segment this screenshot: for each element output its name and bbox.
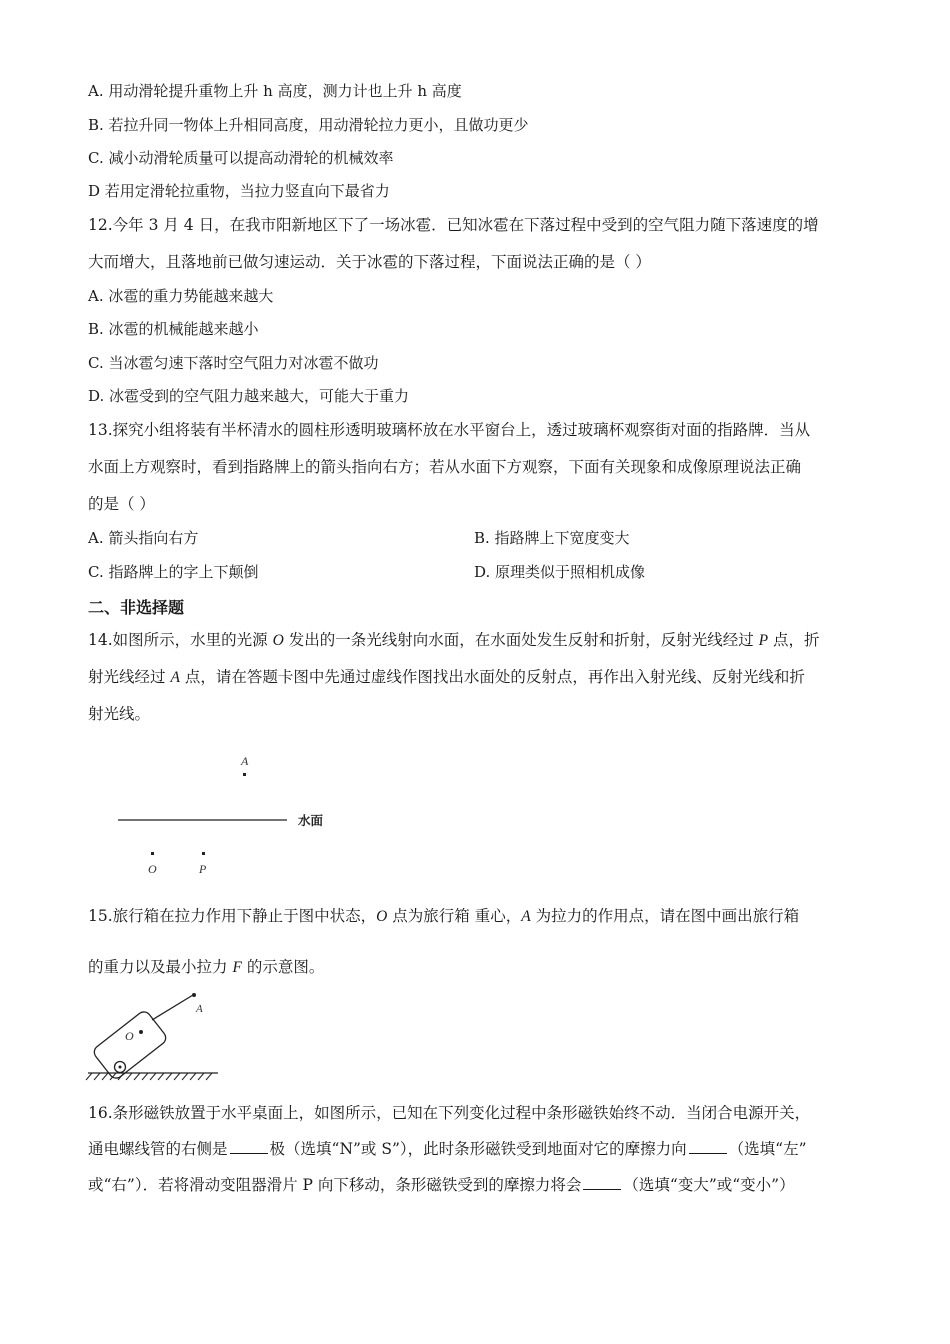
q15-text: 为拉力的作用点，请在图中画出旅行箱	[530, 907, 800, 925]
q16-text: 通电螺线管的右侧是	[88, 1140, 228, 1158]
q16-blank-3[interactable]	[583, 1175, 621, 1190]
q16-blank-2[interactable]	[689, 1139, 727, 1154]
q15-text: 点为旅行箱 重心，	[387, 907, 522, 925]
fig15-point-o	[139, 1030, 143, 1034]
fig15-point-a	[192, 993, 196, 997]
q11-option-a: A. 用动滑轮提升重物上升 h 高度，测力计也上升 h 高度	[88, 82, 462, 100]
fig15-handle	[152, 995, 193, 1020]
q16-text: （选填“变大”或“变小”）	[623, 1176, 795, 1194]
q15-var-a: A	[521, 908, 531, 925]
q13-stem-line3: 的是（ ）	[88, 495, 155, 513]
fig15-label-a: A	[196, 1003, 203, 1015]
q16-stem-line1: 16.条形磁铁放置于水平桌面上，如图所示，已知在下列变化过程中条形磁铁始终不动．当闭合电源开关，	[88, 1104, 811, 1122]
q11-option-b: B. 若拉升同一物体上升相同高度，用动滑轮拉力更小，且做功更少	[88, 116, 529, 134]
q13-option-b: B. 指路牌上下宽度变大	[474, 529, 630, 547]
fig15-suitcase	[92, 1009, 169, 1081]
q12-option-c: C. 当冰雹匀速下落时空气阻力对冰雹不做功	[88, 354, 379, 372]
fig15-label-o: O	[125, 1029, 134, 1043]
fig14-label-o: O	[148, 862, 157, 876]
q16-text: （选填“左”	[728, 1140, 807, 1158]
q14-text: 14.如图所示，水里的光源	[88, 631, 273, 649]
q16-stem-line2	[88, 1139, 807, 1159]
section-heading: 二、非选择题	[88, 598, 185, 617]
q12-option-b: B. 冰雹的机械能越来越小	[88, 320, 259, 338]
q12-stem-line2: 大而增大，且落地前已做匀速运动．关于冰雹的下落过程，下面说法正确的是（ ）	[88, 253, 651, 271]
fig15-wheel-axle	[119, 1066, 122, 1069]
q14-var-a: A	[170, 669, 180, 686]
q11-option-c: C. 减小动滑轮质量可以提高动滑轮的机械效率	[88, 149, 394, 167]
q13-stem-line1: 13.探究小组将装有半杯清水的圆柱形透明玻璃杯放在水平窗台上，透过玻璃杯观察街对面的指路牌．当从	[88, 421, 811, 439]
q12-option-d: D. 冰雹受到的空气阻力越来越大，可能大于重力	[88, 387, 410, 405]
q12-stem-line1: 12.今年 3 月 4 日，在我市阳新地区下了一场冰雹．已知冰雹在下落过程中受到的空气阻力随下落速度的增	[88, 216, 819, 234]
q13-option-a: A. 箭头指向右方	[88, 529, 199, 547]
q13-stem-line2: 水面上方观察时，看到指路牌上的箭头指向右方；若从水面下方观察，下面有关现象和成像原理说法正确	[88, 458, 802, 476]
q16-text: 极（选填“N”或 S”），此时条形磁铁受到地面对它的摩擦力向	[269, 1140, 687, 1158]
q14-text: 点，请在答题卡图中先通过虚线作图找出水面处的反射点，再作出入射光线、反射光线和折	[179, 668, 805, 686]
q14-stem-line3: 射光线。	[88, 705, 151, 723]
q14-text: 发出的一条光线射向水面，在水面处发生反射和折射，反射光线经过	[283, 631, 759, 649]
q14-var-o: O	[272, 632, 284, 649]
q15-var-o: O	[376, 908, 388, 925]
q15-text: 15.旅行箱在拉力作用下静止于图中状态，	[88, 907, 377, 925]
q14-var-p: P	[758, 632, 769, 649]
q12-option-a: A. 冰雹的重力势能越来越大	[88, 287, 274, 305]
q13-option-d: D. 原理类似于照相机成像	[474, 563, 646, 581]
q16-blank-1[interactable]	[230, 1139, 268, 1154]
q15-text: 的示意图。	[241, 958, 325, 976]
fig14-label-p: P	[199, 862, 207, 876]
q11-option-d: D 若用定滑轮拉重物，当拉力竖直向下最省力	[88, 182, 390, 200]
q13-option-c: C. 指路牌上的字上下颠倒	[88, 563, 259, 581]
q15-var-f: F	[232, 959, 242, 976]
q16-stem-line3	[88, 1175, 795, 1195]
q16-text: 或“右”）．若将滑动变阻器滑片 P 向下移动，条形磁铁受到的摩擦力将会	[88, 1176, 582, 1194]
fig14-label-a: A	[241, 754, 249, 768]
fig15-ground-hatching	[86, 1073, 212, 1080]
q14-text: 射光线经过	[88, 668, 171, 686]
q14-text: 点，折	[768, 631, 820, 649]
fig14-label-water: 水面	[298, 813, 324, 828]
q15-text: 的重力以及最小拉力	[88, 958, 233, 976]
